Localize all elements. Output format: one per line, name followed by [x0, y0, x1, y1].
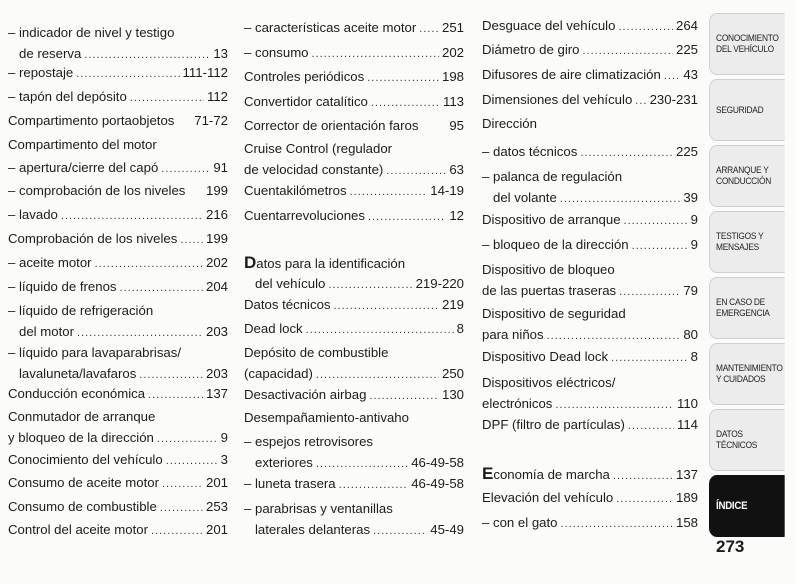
- index-entry-label: Desactivación airbag: [244, 387, 367, 402]
- index-entry-page: 219: [441, 297, 464, 312]
- index-entry-page: 202: [205, 255, 228, 270]
- index-entry-page: 230-231: [649, 92, 698, 107]
- chapter-tab[interactable]: SEGURIDAD: [709, 79, 785, 141]
- index-entry: [244, 138, 464, 180]
- index-entry: [244, 91, 464, 112]
- dot-leader: [316, 454, 408, 475]
- index-entry-label: – con el gato: [482, 515, 558, 530]
- chapter-tab[interactable]: ÍNDICE: [709, 475, 785, 537]
- index-entry-page: 199: [205, 183, 228, 198]
- index-entry: [8, 228, 228, 249]
- index-entry-label: – características aceite motor: [244, 20, 417, 35]
- index-entry-label: Cruise Control (regulador: [244, 141, 393, 156]
- index-entry-page: 43: [683, 67, 698, 82]
- dot-leader: [157, 429, 218, 450]
- index-entry: [8, 110, 228, 131]
- index-entry-label: del volante: [482, 190, 557, 205]
- dot-leader: [580, 143, 673, 164]
- index-entry: [482, 113, 698, 134]
- chapter-tab[interactable]: CONOCIMIENTO DEL VEHÍCULO: [709, 13, 785, 75]
- index-entry: [8, 342, 228, 384]
- chapter-tab[interactable]: MANTENIMIENTO Y CUIDADOS: [709, 343, 785, 405]
- index-entry: [8, 204, 228, 225]
- index-entry-label: (capacidad): [244, 366, 313, 381]
- index-entry: [244, 115, 464, 136]
- index-entry: [482, 259, 698, 301]
- index-entry-label: Dispositivo de arranque: [482, 212, 621, 227]
- index-entry-page: 46-49-58: [411, 476, 464, 491]
- dot-leader: [561, 514, 673, 535]
- index-entry: [482, 209, 698, 230]
- index-entry: [8, 300, 228, 342]
- index-entry-page: 130: [441, 387, 464, 402]
- index-entry-label: Depósito de combustible: [244, 345, 389, 360]
- index-entry: [8, 22, 228, 64]
- index-entry-label: Economía de marcha: [482, 464, 610, 483]
- index-entry: [244, 318, 464, 339]
- index-entry-label: – parabrisas y ventanillas: [244, 501, 393, 516]
- index-entry-page: 137: [205, 386, 228, 401]
- dot-leader: [120, 278, 203, 299]
- index-entry-page: 114: [676, 417, 698, 432]
- index-entry: [482, 234, 698, 255]
- index-entry: [482, 166, 698, 208]
- index-entry: [482, 487, 698, 508]
- index-entry-label: Cuentakilómetros: [244, 183, 347, 198]
- index-entry-label: Dead lock: [244, 321, 303, 336]
- index-entry-label: Desempañamiento-antivaho: [244, 410, 409, 425]
- index-entry-page: 63: [449, 162, 464, 177]
- index-entry-label: Desguace del vehículo: [482, 18, 616, 33]
- dot-leader: [611, 348, 688, 369]
- index-entry-page: 110: [676, 396, 698, 411]
- index-entry: [244, 42, 464, 63]
- dot-leader: [316, 365, 439, 386]
- index-entry-label: Dispositivos eléctricos/: [482, 375, 616, 390]
- chapter-tab[interactable]: DATOS TÉCNICOS: [709, 409, 785, 471]
- dot-leader: [148, 385, 203, 406]
- index-entry-label: – luneta trasera: [244, 476, 336, 491]
- dot-leader: [616, 489, 673, 510]
- index-entry-label: Conducción económica: [8, 386, 146, 401]
- index-entry: [482, 414, 698, 435]
- index-entry-page: 8: [456, 321, 464, 336]
- index-entry: [482, 89, 698, 110]
- index-entry-page: 8: [690, 349, 698, 364]
- index-entry: [8, 86, 228, 107]
- index-entry: [8, 496, 228, 517]
- dot-leader: [632, 236, 688, 257]
- index-entry-label: electrónicos: [482, 396, 553, 411]
- chapter-tab[interactable]: ARRANQUE Y CONDUCCIÓN: [709, 145, 785, 207]
- index-entry: [244, 498, 464, 540]
- index-entry: [244, 384, 464, 405]
- dot-leader: [166, 451, 218, 472]
- index-entry: [8, 449, 228, 470]
- index-entry-label: para niños: [482, 327, 544, 342]
- index-entry: [244, 473, 464, 494]
- dot-leader: [386, 161, 446, 182]
- index-entry-label: – líquido de refrigeración: [8, 303, 154, 318]
- index-entry-label: Conocimiento del vehículo: [8, 452, 163, 467]
- index-entry-label: – lavado: [8, 207, 58, 222]
- dot-leader: [555, 395, 674, 416]
- index-entry-page: 9: [690, 237, 698, 252]
- index-entry-page: 264: [675, 18, 698, 33]
- index-entry-page: 113: [442, 94, 464, 109]
- dot-leader: [624, 211, 688, 232]
- dot-leader: [635, 91, 646, 112]
- index-entry-label: Control del aceite motor: [8, 522, 149, 537]
- dot-leader: [160, 498, 203, 519]
- index-entry-label: Comprobación de los niveles: [8, 231, 178, 246]
- index-entry-label: Corrector de orientación faros: [244, 118, 419, 133]
- index-entry-page: 80: [683, 327, 698, 342]
- dot-leader: [61, 206, 203, 227]
- index-entry-page: 39: [683, 190, 698, 205]
- index-entry-label: y bloqueo de la dirección: [8, 430, 154, 445]
- index-entry-page: 202: [441, 45, 464, 60]
- index-entry-label: exteriores: [244, 455, 313, 470]
- dot-leader: [161, 159, 210, 180]
- index-entry-label: – consumo: [244, 45, 309, 60]
- index-entry-page: 199: [205, 231, 228, 246]
- index-entry-label: – comprobación de los niveles: [8, 183, 186, 198]
- dot-leader: [77, 323, 203, 344]
- index-entry-label: Dispositivo de bloqueo: [482, 262, 615, 277]
- index-entry-label: – tapón del depósito: [8, 89, 127, 104]
- index-entry-label: Consumo de combustible: [8, 499, 157, 514]
- index-entry-page: 79: [683, 283, 698, 298]
- index-entry-page: 137: [675, 467, 698, 482]
- index-entry: [8, 276, 228, 297]
- dot-leader: [151, 521, 203, 542]
- index-entry-page: 225: [675, 144, 698, 159]
- index-entry-label: Dispositivo de seguridad: [482, 306, 626, 321]
- index-entry-label: de reserva: [8, 46, 82, 61]
- index-entry-label: Dirección: [482, 116, 537, 131]
- dot-leader: [130, 88, 204, 109]
- dot-leader: [619, 282, 680, 303]
- index-entry: [8, 383, 228, 404]
- dot-leader: [368, 207, 446, 228]
- index-entry: [8, 472, 228, 493]
- index-entry-label: Convertidor catalítico: [244, 94, 368, 109]
- dot-leader: [628, 416, 674, 437]
- index-entry: [482, 64, 698, 85]
- dot-leader: [312, 44, 439, 65]
- index-entry-label: – líquido de frenos: [8, 279, 117, 294]
- index-entry-page: 203: [205, 324, 228, 339]
- index-entry: [482, 39, 698, 60]
- index-entry-page: 95: [449, 118, 464, 133]
- index-entry-label: Dimensiones del vehículo: [482, 92, 633, 107]
- index-entry-label: – espejos retrovisores: [244, 434, 374, 449]
- index-entry: [244, 407, 464, 428]
- index-entry-page: 225: [675, 42, 698, 57]
- index-entry-label: DPF (filtro de partículas): [482, 417, 625, 432]
- index-entry-page: 203: [205, 366, 228, 381]
- index-entry: [8, 252, 228, 273]
- dot-leader: [350, 182, 428, 203]
- index-entry-label: – palanca de regulación: [482, 169, 623, 184]
- index-entry-label: Conmutador de arranque: [8, 409, 156, 424]
- dot-leader: [162, 474, 203, 495]
- index-entry: [8, 134, 228, 155]
- index-entry: [8, 62, 228, 83]
- index-entry-label: – líquido para lavaparabrisas/: [8, 345, 182, 360]
- chapter-tab[interactable]: TESTIGOS Y MENSAJES: [709, 211, 785, 273]
- dot-leader: [560, 189, 681, 210]
- dot-leader: [306, 320, 454, 341]
- index-entry-page: 216: [205, 207, 228, 222]
- index-entry: [482, 512, 698, 533]
- index-entry: [8, 519, 228, 540]
- index-entry-page: 46-49-58: [411, 455, 464, 470]
- index-entry-page: 91: [213, 160, 228, 175]
- index-entry: [8, 406, 228, 448]
- index-entry-page: 250: [441, 366, 464, 381]
- index-entry: [482, 372, 698, 414]
- index-entry-label: Consumo de aceite motor: [8, 475, 159, 490]
- index-entry-label: del motor: [8, 324, 74, 339]
- dot-leader: [618, 17, 673, 38]
- index-entry-label: – aceite motor: [8, 255, 92, 270]
- index-entry-page: 158: [675, 515, 698, 530]
- index-entry-label: Datos técnicos: [244, 297, 331, 312]
- index-entry: [244, 431, 464, 473]
- index-entry-page: 201: [205, 475, 228, 490]
- index-entry: [482, 463, 698, 484]
- index-entry-label: Elevación del vehículo: [482, 490, 614, 505]
- index-entry: [482, 303, 698, 345]
- dot-leader: [373, 521, 427, 542]
- index-entry-label: Compartimento del motor: [8, 137, 157, 152]
- index-entry-page: 251: [441, 20, 464, 35]
- chapter-tab[interactable]: EN CASO DE EMERGENCIA: [709, 277, 785, 339]
- dot-leader: [664, 66, 680, 87]
- index-entry-page: 253: [205, 499, 228, 514]
- dot-leader: [367, 68, 439, 89]
- index-entry-label: del vehículo: [244, 276, 326, 291]
- dot-leader: [582, 41, 673, 62]
- index-entry-page: 219-220: [415, 276, 464, 291]
- index-entry: [244, 252, 464, 294]
- index-entry-page: 189: [675, 490, 698, 505]
- index-entry-label: Controles periódicos: [244, 69, 365, 84]
- index-entry-label: laterales delanteras: [244, 522, 371, 537]
- index-entry-page: 9: [220, 430, 228, 445]
- index-entry: [244, 17, 464, 38]
- index-entry-page: 112: [206, 89, 228, 104]
- index-entry-page: 12: [449, 208, 464, 223]
- index-entry-page: 14-19: [430, 183, 464, 198]
- index-entry: [244, 342, 464, 384]
- index-entry-label: – datos técnicos: [482, 144, 578, 159]
- index-entry: [482, 15, 698, 36]
- index-entry-page: 3: [220, 452, 228, 467]
- index-entry: [244, 294, 464, 315]
- index-entry-label: Diámetro de giro: [482, 42, 580, 57]
- index-entry-label: – apertura/cierre del capó: [8, 160, 159, 175]
- dot-leader: [369, 386, 439, 407]
- index-entry: [244, 205, 464, 226]
- index-entry-page: 201: [205, 522, 228, 537]
- index-entry: [482, 141, 698, 162]
- page-number: 273: [716, 537, 745, 556]
- index-entry-label: de velocidad constante): [244, 162, 384, 177]
- dot-leader: [371, 93, 440, 114]
- index-entry-label: Dispositivo Dead lock: [482, 349, 609, 364]
- index-entry: [244, 180, 464, 201]
- index-entry-label: Datos para la identificación: [244, 253, 406, 272]
- dot-leader: [328, 275, 412, 296]
- index-entry-label: de las puertas traseras: [482, 283, 617, 298]
- index-entry-label: – bloqueo de la dirección: [482, 237, 629, 252]
- index-entry-label: – repostaje: [8, 65, 74, 80]
- dot-leader: [334, 296, 439, 317]
- index-entry-page: 13: [213, 46, 228, 61]
- index-entry-page: 9: [690, 212, 698, 227]
- index-entry-label: Compartimento portaobjetos: [8, 113, 175, 128]
- dot-leader: [419, 19, 439, 40]
- index-entry: [244, 66, 464, 87]
- index-entry: [8, 180, 228, 201]
- dot-leader: [95, 254, 203, 275]
- dot-leader: [339, 475, 409, 496]
- index-entry: [8, 157, 228, 178]
- dot-leader: [613, 466, 673, 487]
- dot-leader: [547, 326, 681, 347]
- index-entry-page: 111-112: [182, 65, 228, 80]
- dot-leader: [76, 64, 179, 85]
- index-entry-page: 204: [205, 279, 228, 294]
- index-entry-label: Cuentarrevoluciones: [244, 208, 365, 223]
- index-entry-page: 71-72: [194, 113, 228, 128]
- dot-leader: [180, 230, 203, 251]
- index-entry-page: 45-49: [430, 522, 464, 537]
- index-entry: [482, 346, 698, 367]
- index-entry-label: lavaluneta/lavafaros: [8, 366, 137, 381]
- index-entry-page: 198: [441, 69, 464, 84]
- index-entry-label: – indicador de nivel y testigo: [8, 25, 175, 40]
- index-entry-label: Difusores de aire climatización: [482, 67, 661, 82]
